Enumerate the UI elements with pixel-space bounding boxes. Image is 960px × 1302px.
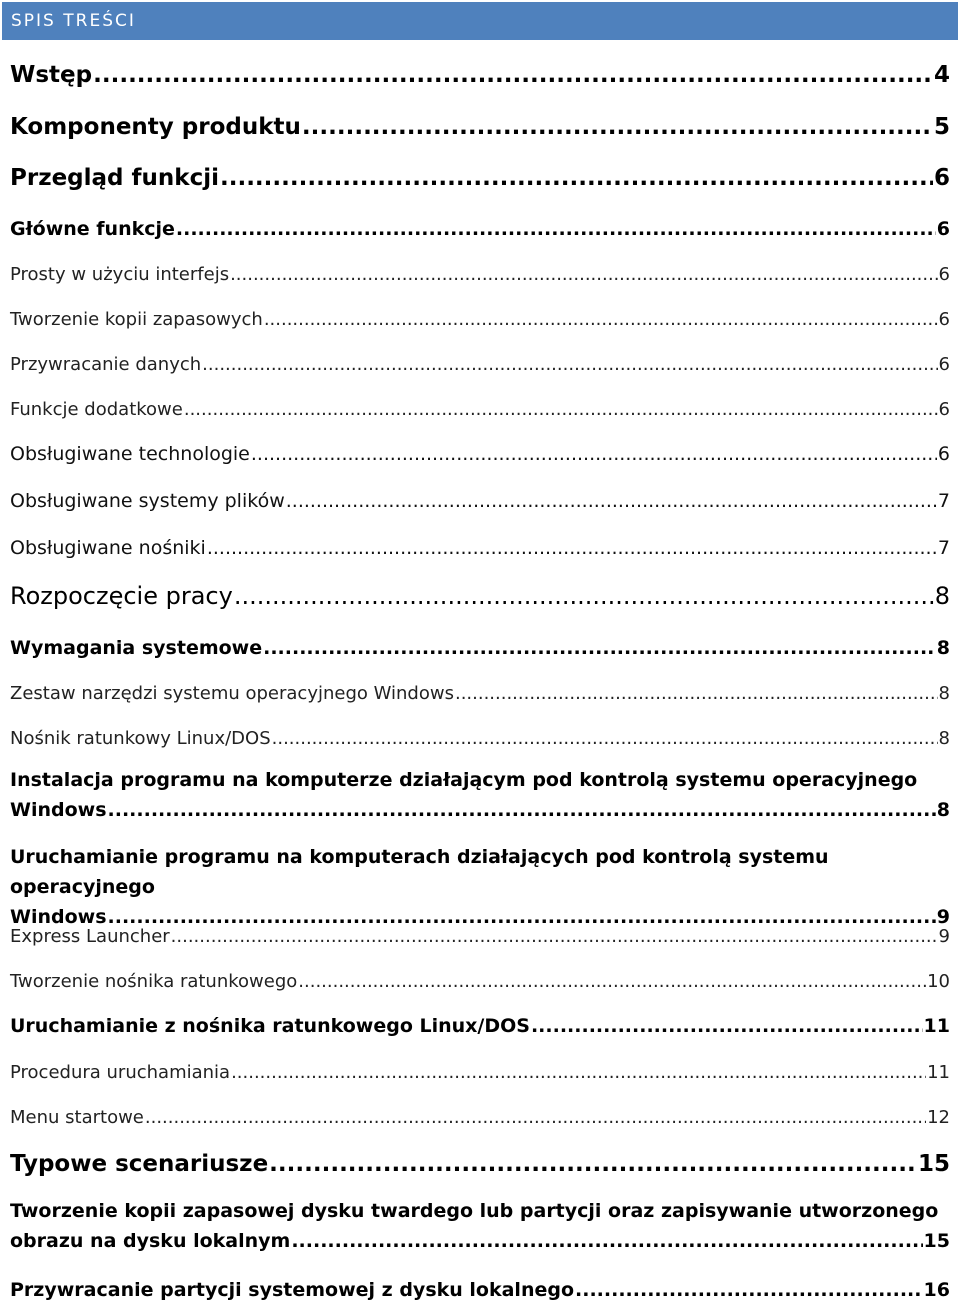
toc-entry-systemy-plikow[interactable] — [10, 486, 950, 512]
toc-entry-instalacja[interactable] — [10, 765, 950, 825]
toc-entry-label-end: Windows — [10, 906, 107, 928]
toc-entry-procedura[interactable] — [10, 1057, 950, 1083]
toc-entry-label: Typowe scenariusze — [10, 1151, 269, 1177]
toc-leader — [302, 114, 933, 140]
toc-entry-uruchamianie-programu[interactable] — [10, 842, 950, 932]
toc-leader — [264, 309, 938, 330]
toc-page-number: 5 — [933, 114, 950, 140]
toc-leader — [207, 537, 937, 559]
toc-entry-label: Tworzenie kopii zapasowej dysku twardego lub partycji oraz zapisywanie utworzonego — [10, 1200, 939, 1222]
toc-leader — [455, 683, 938, 704]
toc-entry-nosniki[interactable] — [10, 533, 950, 559]
toc-page-number: 6 — [933, 165, 950, 191]
toc-entry-label: Tworzenie nośnika ratunkowego — [10, 971, 298, 992]
toc-entry-uruchamianie-z-nosnika[interactable] — [10, 1011, 950, 1037]
toc-page-number: 4 — [933, 62, 950, 88]
toc-page-number: 6 — [937, 443, 950, 465]
toc-leader — [202, 354, 937, 375]
toc-entry-label: Przywracanie danych — [10, 354, 202, 375]
toc-page-number: 8 — [936, 637, 950, 659]
toc-leader — [184, 399, 938, 420]
toc-entry-label: Wymagania systemowe — [10, 637, 263, 659]
toc-page-number: 6 — [936, 218, 950, 240]
toc-entry-express-launcher[interactable] — [10, 921, 950, 947]
toc-entry-label: Uruchamianie z nośnika ratunkowego Linux/DOS — [10, 1015, 530, 1037]
toc-title: SPIS TREŚCI — [11, 11, 136, 31]
toc-leader — [93, 62, 933, 88]
toc-entry-label: Komponenty produktu — [10, 114, 301, 140]
toc-entry-tworzenie-nosnika[interactable] — [10, 966, 950, 992]
toc-page-number: 6 — [938, 354, 950, 375]
toc-page-number: 11 — [927, 1062, 950, 1083]
toc-leader — [251, 443, 937, 465]
toc-entry-label: Express Launcher — [10, 926, 170, 947]
toc-leader — [220, 165, 933, 191]
toc-header — [2, 2, 958, 40]
toc-entry-kopia-dysku[interactable] — [10, 1196, 950, 1256]
toc-leader — [575, 1279, 923, 1301]
toc-entry-label: Instalacja programu na komputerze działającym pod kontrolą systemu operacyjnego — [10, 769, 918, 791]
toc-leader — [234, 582, 934, 610]
toc-leader — [531, 1015, 923, 1037]
toc-page-number: 10 — [927, 971, 950, 992]
toc-page-number: 6 — [938, 309, 950, 330]
toc-page-number: 7 — [937, 490, 950, 512]
toc-page-number: 11 — [923, 1015, 950, 1037]
toc-entry-menu-startowe[interactable] — [10, 1102, 950, 1128]
toc-entry-typowe-scenariusze[interactable] — [10, 1147, 950, 1177]
toc-leader — [108, 795, 936, 825]
toc-entry-technologie[interactable] — [10, 439, 950, 465]
toc-entry-label: Wstęp — [10, 62, 93, 88]
toc-page-number: 7 — [937, 537, 950, 559]
toc-leader — [145, 1107, 926, 1128]
toc-entry-funkcje-dodatkowe[interactable] — [10, 394, 950, 420]
toc-entry-label-end: Windows — [10, 799, 107, 821]
toc-entry-label: Przegląd funkcji — [10, 165, 219, 191]
toc-leader — [286, 490, 937, 512]
toc-entry-label: Nośnik ratunkowy Linux/DOS — [10, 728, 271, 749]
toc-entry-label: Prosty w użyciu interfejs — [10, 264, 230, 285]
toc-page-number: 8 — [938, 683, 950, 704]
toc-entry-przywracanie-danych[interactable] — [10, 349, 950, 375]
toc-leader — [269, 1151, 917, 1177]
toc-entry-label-continued — [10, 1226, 950, 1256]
toc-leader — [298, 971, 926, 992]
toc-leader — [231, 1062, 926, 1083]
toc-entry-label: Zestaw narzędzi systemu operacyjnego Windows — [10, 683, 454, 704]
toc-leader — [230, 264, 937, 285]
toc-page-number: 8 — [934, 582, 950, 610]
toc-leader — [272, 728, 938, 749]
toc-entry-label: Procedura uruchamiania — [10, 1062, 231, 1083]
toc-page-number: 15 — [917, 1151, 950, 1177]
toc-page-number: 16 — [923, 1279, 950, 1301]
toc-leader — [263, 637, 936, 659]
toc-entry-label-continued — [10, 795, 950, 825]
toc-entry-label: Funkcje dodatkowe — [10, 399, 183, 420]
toc-page-number: 15 — [923, 1230, 950, 1252]
toc-entry-rozpoczecie-pracy[interactable] — [10, 580, 950, 610]
toc-entry-label: Rozpoczęcie pracy — [10, 582, 233, 610]
toc-entry-wstep[interactable] — [10, 58, 950, 88]
toc-entry-glowne-funkcje[interactable] — [10, 214, 950, 240]
toc-entry-tworzenie-kopii[interactable] — [10, 304, 950, 330]
toc-leader — [176, 218, 936, 240]
toc-entry-label: Główne funkcje — [10, 218, 175, 240]
toc-entry-label: Menu startowe — [10, 1107, 144, 1128]
toc-entry-wymagania[interactable] — [10, 633, 950, 659]
toc-leader — [171, 926, 938, 947]
toc-entry-komponenty[interactable] — [10, 110, 950, 140]
toc-page-number: 8 — [936, 799, 950, 821]
toc-page-number: 6 — [938, 264, 950, 285]
toc-page-number: 6 — [938, 399, 950, 420]
toc-page-number: 12 — [927, 1107, 950, 1128]
toc-entry-zestaw-narzedzi[interactable] — [10, 678, 950, 704]
toc-entry-label: Obsługiwane systemy plików — [10, 490, 285, 512]
toc-page-number: 9 — [936, 906, 950, 928]
toc-entry-przywracanie-partycji[interactable] — [10, 1275, 950, 1301]
toc-page-number: 8 — [938, 728, 950, 749]
toc-entry-label: Uruchamianie programu na komputerach działających pod kontrolą systemu operacyjnego — [10, 846, 829, 898]
toc-leader — [291, 1226, 922, 1256]
toc-entry-label-end: obrazu na dysku lokalnym — [10, 1230, 291, 1252]
toc-entry-label: Obsługiwane nośniki — [10, 537, 206, 559]
toc-entry-label: Przywracanie partycji systemowej z dysku lokalnego — [10, 1279, 575, 1301]
toc-entry-nosnik-ratunkowy[interactable] — [10, 723, 950, 749]
toc-entry-przeglad[interactable] — [10, 161, 950, 191]
toc-entry-label: Tworzenie kopii zapasowych — [10, 309, 263, 330]
toc-entry-prosty-interfejs[interactable] — [10, 259, 950, 285]
toc-page-number: 9 — [938, 926, 950, 947]
toc-entry-label: Obsługiwane technologie — [10, 443, 250, 465]
